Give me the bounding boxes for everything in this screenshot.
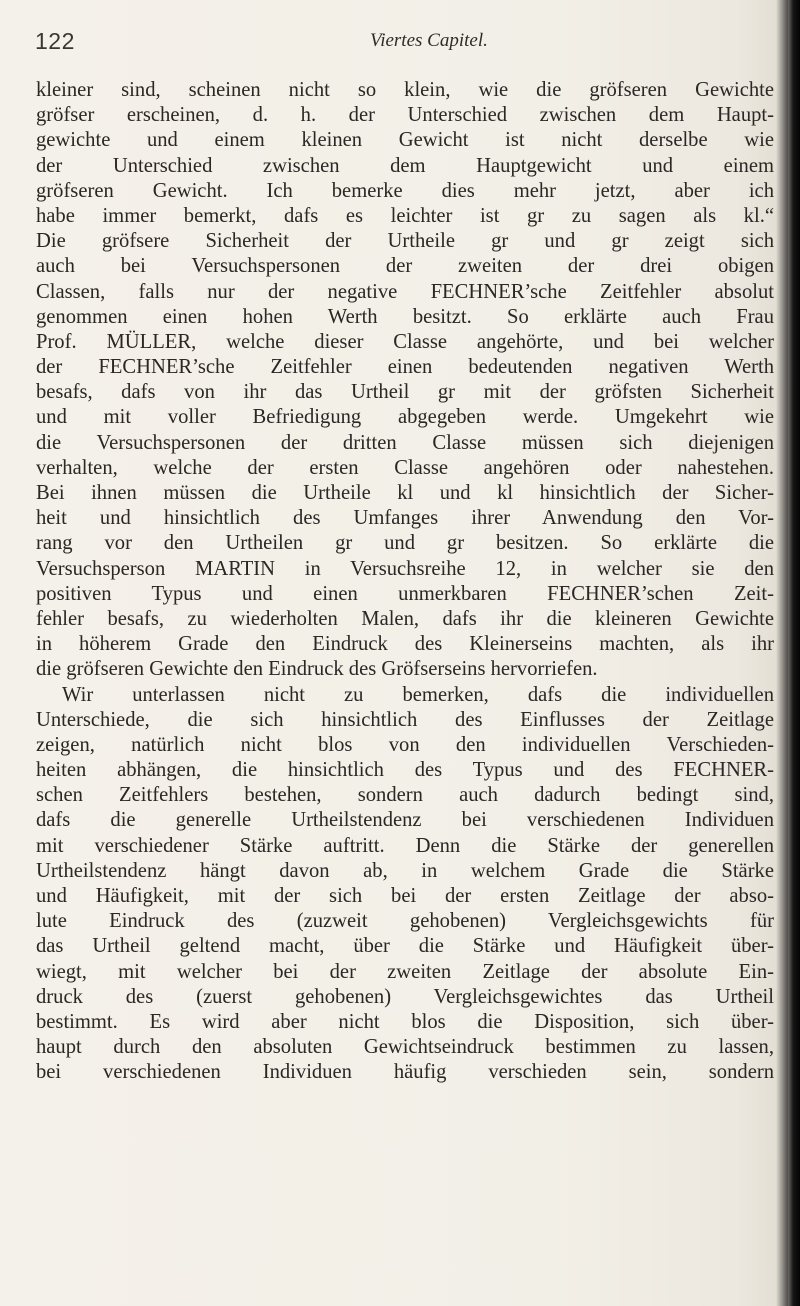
text-line: die gröfseren Gewichte den Eindruck des Gröfserseins hervorriefen.: [36, 658, 598, 681]
text-line: kleiner sind, scheinen nicht so klein, wie die gröfseren Gewichte: [36, 79, 774, 101]
text-line: Die gröfsere Sicherheit der Urtheile gr und gr zeigt sich: [36, 230, 774, 253]
text-line: Versuchsperson MARTIN in Versuchsreihe 12, in welcher sie den: [36, 557, 774, 580]
text-line: haupt durch den absoluten Gewichtseindruck bestimmen zu lassen,: [36, 1036, 774, 1059]
text-line: habe immer bemerkt, dafs es leichter ist gr zu sagen als kl.“: [36, 204, 774, 227]
text-line: Urtheilstendenz hängt davon ab, in welchem Grade die Stärke: [36, 859, 774, 882]
text-line: rang vor den Urtheilen gr und gr besitzen. So erklärte die: [36, 532, 774, 555]
text-line: fehler besafs, zu wiederholten Malen, dafs ihr die kleineren Gewichte: [36, 607, 774, 630]
text-line: gröfseren Gewicht. Ich bemerke dies mehr jetzt, aber ich: [36, 179, 774, 202]
text-line: wiegt, mit welcher bei der zweiten Zeitlage der absolute Ein-: [36, 960, 774, 983]
text-line: und mit voller Befriedigung abgegeben werde. Umgekehrt wie: [36, 406, 774, 429]
text-line: die Versuchspersonen der dritten Classe müssen sich diejenigen: [36, 431, 774, 454]
text-line: besafs, dafs von ihr das Urtheil gr mit der gröfsten Sicherheit: [36, 381, 774, 404]
text-line: heit und hinsichtlich des Umfanges ihrer Anwendung den Vor-: [36, 507, 774, 530]
body-text: [36, 78, 774, 1086]
page-header: [0, 28, 800, 58]
text-line: genommen einen hohen Werth besitzt. So erklärte auch Frau: [36, 305, 774, 328]
text-line: verhalten, welche der ersten Classe angehören oder nahestehen.: [36, 456, 774, 479]
text-line: Prof. MÜLLER, welche dieser Classe angehörte, und bei welcher: [36, 330, 774, 353]
text-line: Wir unterlassen nicht zu bemerken, dafs die individuellen: [62, 683, 774, 706]
text-line: gewichte und einem kleinen Gewicht ist nicht derselbe wie: [36, 129, 774, 152]
text-line: das Urtheil geltend macht, über die Stärke und Häufigkeit über-: [36, 935, 774, 958]
text-line: auch bei Versuchspersonen der zweiten der drei obigen: [36, 255, 774, 278]
text-line: Classen, falls nur der negative FECHNER’sche Zeitfehler absolut: [36, 280, 774, 303]
text-line: zeigen, natürlich nicht blos von den individuellen Verschieden-: [36, 733, 774, 756]
text-line: Unterschiede, die sich hinsichtlich des Einflusses der Zeitlage: [36, 708, 774, 731]
text-line: der FECHNER’sche Zeitfehler einen bedeutenden negativen Werth: [36, 356, 774, 379]
text-line: bei verschiedenen Individuen häufig verschieden sein, sondern: [36, 1061, 774, 1084]
text-line: positiven Typus und einen unmerkbaren FECHNER’schen Zeit-: [36, 582, 774, 605]
text-line: schen Zeitfehlers bestehen, sondern auch dadurch bedingt sind,: [36, 784, 774, 807]
text-line: dafs die generelle Urtheilstendenz bei verschiedenen Individuen: [36, 809, 774, 832]
text-line: Bei ihnen müssen die Urtheile kl und kl hinsichtlich der Sicher-: [36, 482, 774, 504]
text-line: mit verschiedener Stärke auftritt. Denn die Stärke der generellen: [36, 834, 774, 857]
text-line: bestimmt. Es wird aber nicht blos die Disposition, sich über-: [36, 1010, 774, 1033]
page-number: 122: [35, 28, 75, 54]
text-line: heiten abhängen, die hinsichtlich des Typus und des FECHNER-: [36, 759, 774, 782]
scan-edge-shadow: [788, 0, 800, 1306]
text-line: lute Eindruck des (zuzweit gehobenen) Vergleichsgewichts für: [36, 910, 774, 933]
text-line: und Häufigkeit, mit der sich bei der ersten Zeitlage der abso-: [36, 885, 774, 907]
text-line: der Unterschied zwischen dem Hauptgewicht und einem: [36, 154, 774, 177]
text-line: in höherem Grade den Eindruck des Kleinerseins machten, als ihr: [36, 633, 774, 656]
running-head: Viertes Capitel.: [370, 30, 488, 51]
text-line: gröfser erscheinen, d. h. der Unterschied zwischen dem Haupt-: [36, 104, 774, 127]
text-line: druck des (zuerst gehobenen) Vergleichsgewichtes das Urtheil: [36, 985, 774, 1008]
